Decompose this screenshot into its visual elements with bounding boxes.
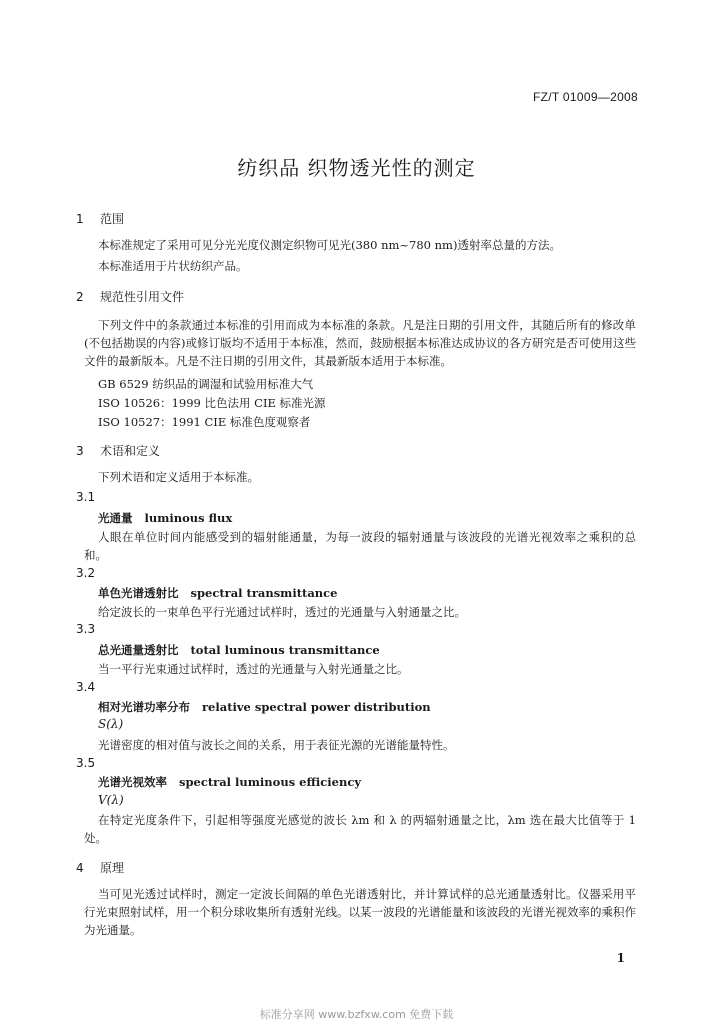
reference-item: ISO 10526：1999 比色法用 CIE 标准光源 xyxy=(98,396,326,410)
paragraph: 下列文件中的条款通过本标准的引用而成为本标准的条款。凡是注日期的引用文件，其随后所有的修改单(不包括勘误的内容)或修订版均不适用于本标准，然而，鼓励根据本标准达成协议的各方研究是否可使用这些文件的最新版本。凡是不注日期的引用文件，其最新版本适用于本标准。 xyxy=(84,318,636,368)
section-4-heading xyxy=(76,859,124,876)
reference-item: GB 6529 纺织品的调湿和试验用标准大气 xyxy=(98,377,314,391)
term-title xyxy=(98,642,380,658)
term-cn: 总光通量透射比 xyxy=(98,643,179,657)
paragraph: 当可见光透过试样时，测定一定波长间隔的单色光谱透射比，并计算试样的总光通量透射比。仪器采用平行光束照射试样，用一个积分球收集所有透射光线。以某一波段的光谱能量和该波段的光谱光视效率的乘积作为光通量。 xyxy=(84,887,636,937)
term-en: luminous flux xyxy=(144,511,233,525)
section-number: 3 xyxy=(76,444,84,458)
term-definition: 给定波长的一束单色平行光通过试样时，透过的光通量与入射通量之比。 xyxy=(98,605,466,619)
section-number: 4 xyxy=(76,861,84,875)
term-symbol: V(λ) xyxy=(98,793,124,807)
term-number: 3.5 xyxy=(76,756,96,770)
term-cn: 光谱光视效率 xyxy=(98,775,167,789)
watermark: 标准分享网 www.bzfxw.com 免费下载 xyxy=(259,1008,454,1021)
page-number: 1 xyxy=(616,951,625,965)
term-title xyxy=(98,510,232,526)
term-title xyxy=(98,699,431,715)
term-cn: 光通量 xyxy=(98,511,133,525)
term-definition: 光谱密度的相对值与波长之间的关系，用于表征光源的光谱能量特性。 xyxy=(98,738,455,752)
term-cn: 单色光谱透射比 xyxy=(98,586,179,600)
paragraph: 下列术语和定义适用于本标准。 xyxy=(98,470,259,484)
term-en: relative spectral power distribution xyxy=(202,700,431,714)
section-2-heading xyxy=(76,288,184,305)
section-3-heading xyxy=(76,442,160,459)
section-number: 1 xyxy=(76,212,84,226)
standard-code: FZ/T 01009—2008 xyxy=(532,90,638,104)
term-en: spectral transmittance xyxy=(190,586,338,600)
paragraph: 本标准适用于片状纺织产品。 xyxy=(98,259,248,273)
term-definition: 当一平行光束通过试样时，透过的光通量与入射光通量之比。 xyxy=(98,662,409,676)
section-number: 2 xyxy=(76,290,84,304)
section-title: 原理 xyxy=(100,861,125,875)
term-symbol: S(λ) xyxy=(98,717,124,731)
reference-item: ISO 10527：1991 CIE 标准色度观察者 xyxy=(98,415,311,429)
term-definition: 人眼在单位时间内能感受到的辐射能通量，为每一波段的辐射通量与该波段的光谱光视效率之乘积的总和。 xyxy=(84,530,636,562)
term-number: 3.1 xyxy=(76,490,96,504)
term-definition: 在特定光度条件下，引起相等强度光感觉的波长 λm 和 λ 的两辐射通量之比，λm 选在最大比值等于 1 处。 xyxy=(84,813,636,845)
term-en: spectral luminous efficiency xyxy=(179,775,362,789)
section-title: 规范性引用文件 xyxy=(100,290,185,304)
term-cn: 相对光谱功率分布 xyxy=(98,700,190,714)
page-title: 纺织品 织物透光性的测定 xyxy=(237,156,476,180)
term-number: 3.2 xyxy=(76,566,96,580)
term-title xyxy=(98,774,361,790)
term-number: 3.3 xyxy=(76,622,96,636)
term-title xyxy=(98,585,337,601)
term-en: total luminous transmittance xyxy=(190,643,380,657)
paragraph: 本标准规定了采用可见分光光度仪测定织物可见光(380 nm~780 nm)透射率总量的方法。 xyxy=(98,238,561,252)
section-title: 范围 xyxy=(100,212,125,226)
section-title: 术语和定义 xyxy=(100,444,161,458)
section-1-heading xyxy=(76,210,124,227)
term-number: 3.4 xyxy=(76,680,96,694)
